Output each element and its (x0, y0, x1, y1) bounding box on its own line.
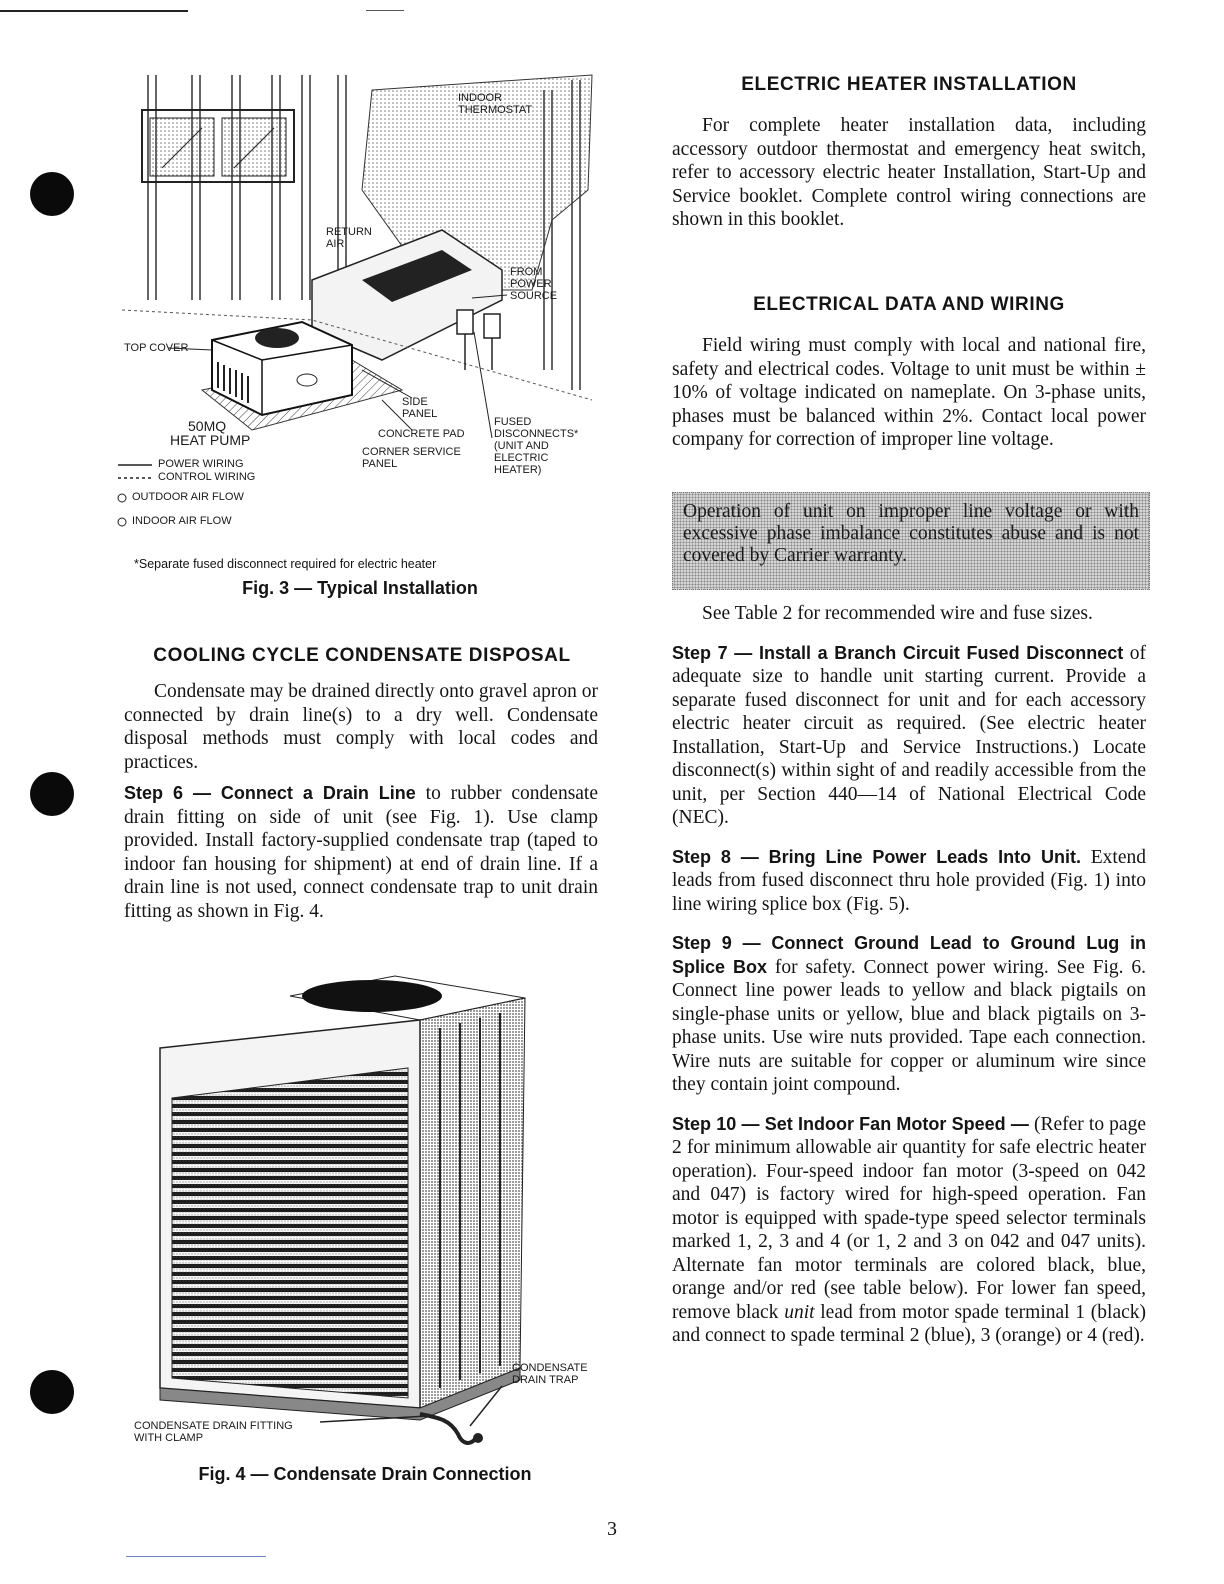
step10-lead: Step 10 — Set Indoor Fan Motor Speed — (672, 1113, 1029, 1134)
fig3-caption: Fig. 3 — Typical Installation (242, 578, 478, 598)
step10-unit: unit (784, 1301, 815, 1323)
step9-paragraph (672, 932, 1146, 1097)
step6-text: to rubber condensate drain fitting on side of unit (see Fig. 1). Use clamp provided. Install factory-supplied condensate trap (taped to indoor fan housing for shipment) at end of drain line. If a drain line is not used, connect condensate trap to unit drain fitting as shown in Fig. 4. (124, 783, 599, 922)
label-outdoor-air-flow: OUTDOOR AIR FLOW (132, 491, 244, 503)
step10-text-a: (Refer to page 2 for minimum allowable air quantity for safe electric heater operation). Four-speed indoor fan motor (3-speed on 042 and 047) is factory wired for high-speed operation. Fan motor is equipped with spade-type speed selector terminals marked 1, 2, 3 and 4 (or 1, 2 and 3 on 042 and 047 units). Alternate fan motor terminals are colored black, blue, orange and/or red (see table below). For lower fan speed, remove black (672, 1113, 1146, 1323)
step6-paragraph (124, 782, 598, 923)
label-model: 50MQ (188, 418, 227, 434)
label-corner-service-panel: CORNER SERVICE PANEL (362, 446, 461, 470)
label-heat-pump: HEAT PUMP (170, 432, 251, 448)
warning-box (672, 492, 1150, 590)
bottom-rule (126, 1556, 266, 1557)
fig4-caption: Fig. 4 — Condensate Drain Connection (198, 1464, 532, 1484)
label-indoor-air-flow: INDOOR AIR FLOW (132, 515, 232, 527)
step8-paragraph (672, 846, 1146, 917)
step8-text: Extend leads from fused disconnect thru hole provided (Fig. 1) into line wiring splice box (Fig. 5). (672, 846, 1146, 915)
cooling-section (124, 680, 598, 923)
step6-lead: Step 6 — Connect a Drain Line (124, 783, 416, 803)
label-top-cover: TOP COVER (124, 342, 189, 354)
warning-text: Operation of unit on improper line voltage or with excessive phase imbalance constitutes abuse and is not covered by Carrier warranty. (683, 501, 1139, 566)
label-from-power-source: FROM POWER SOURCE (510, 266, 558, 302)
label-control-wiring: CONTROL WIRING (158, 471, 256, 483)
electric-heater-section (672, 114, 1146, 232)
step7-lead: Step 7 — Install a Branch Circuit Fused Disconnect (672, 642, 1124, 663)
punch-hole-bottom (30, 1370, 74, 1414)
punch-hole-top (30, 172, 74, 216)
label-concrete-pad: CONCRETE PAD (378, 428, 465, 440)
label-fused-disconnects: FUSED DISCONNECTS* (UNIT AND ELECTRIC HEATER) (494, 416, 579, 476)
label-side-panel: SIDE PANEL (402, 396, 438, 420)
top-rule (0, 10, 188, 12)
fig4-label-fitting: CONDENSATE DRAIN FITTING WITH CLAMP (134, 1420, 293, 1444)
step9-lead: Step 9 — Connect Ground Lead to Ground Lug in Splice Box (672, 933, 1146, 977)
step7-paragraph (672, 642, 1146, 830)
label-indoor-thermostat: INDOOR THERMOSTAT (458, 92, 533, 116)
electric-heater-paragraph: For complete heater installation data, including accessory outdoor thermostat and emergency heat switch, refer to accessory electric heater Installation, Start-Up and Service booklet. Complete control wiring connections are shown in this booklet. (672, 115, 1146, 230)
step10-text-b: lead from motor spade terminal 1 (black) and connect to spade terminal 2 (blue), 3 (orange) or 4 (red). (672, 1301, 1146, 1346)
table2-paragraph: See Table 2 for recommended wire and fuse sizes. (702, 603, 1093, 624)
step7-text: of adequate size to handle unit starting current. Provide a separate fused disconnect for unit and for each accessory electric heater circuit as required. (See electric heater Installation, Start-Up and Service Instructions.) Locate disconnect(s) within sight of and readily accessible from the unit, per Section 440—14 of National Electrical Code (NEC). (672, 642, 1146, 828)
punch-hole-middle (30, 772, 74, 816)
cooling-heading: COOLING CYCLE CONDENSATE DISPOSAL (153, 645, 571, 666)
electrical-section-steps (672, 602, 1146, 1348)
step8-lead: Step 8 — Bring Line Power Leads Into Unit. (672, 846, 1082, 867)
fig3-footnote: *Separate fused disconnect required for electric heater (134, 557, 437, 571)
page-number: 3 (607, 1518, 617, 1540)
cooling-paragraph: Condensate may be drained directly onto gravel apron or connected by drain line(s) to a dry well. Condensate disposal methods must comply with local codes and practices. (124, 681, 599, 773)
step9-text: for safety. Connect power wiring. See Fig. 6. Connect line power leads to yellow and black pigtails on single-phase units or yellow, blue and black pigtails on 3-phase units. Use wire nuts provided. Tape each connection. Wire nuts are suitable for copper or aluminum wire since they contain joint compound. (672, 956, 1147, 1095)
step10-paragraph (672, 1113, 1146, 1348)
electric-heater-heading: ELECTRIC HEATER INSTALLATION (741, 74, 1077, 95)
fig4-label-trap: CONDENSATE DRAIN TRAP (512, 1362, 588, 1386)
label-power-wiring: POWER WIRING (158, 458, 244, 470)
top-rule-short (366, 10, 404, 11)
label-return-air: RETURN AIR (326, 226, 372, 250)
electrical-section-top (672, 334, 1146, 452)
electrical-paragraph: Field wiring must comply with local and national fire, safety and electrical codes. Voltage to unit must be within ± 10% of voltage indicated on nameplate. On 3-phase units, phases must be balanced within 2%. Contact local power company for correction of improper line voltage. (672, 335, 1146, 450)
electrical-heading: ELECTRICAL DATA AND WIRING (753, 294, 1065, 315)
